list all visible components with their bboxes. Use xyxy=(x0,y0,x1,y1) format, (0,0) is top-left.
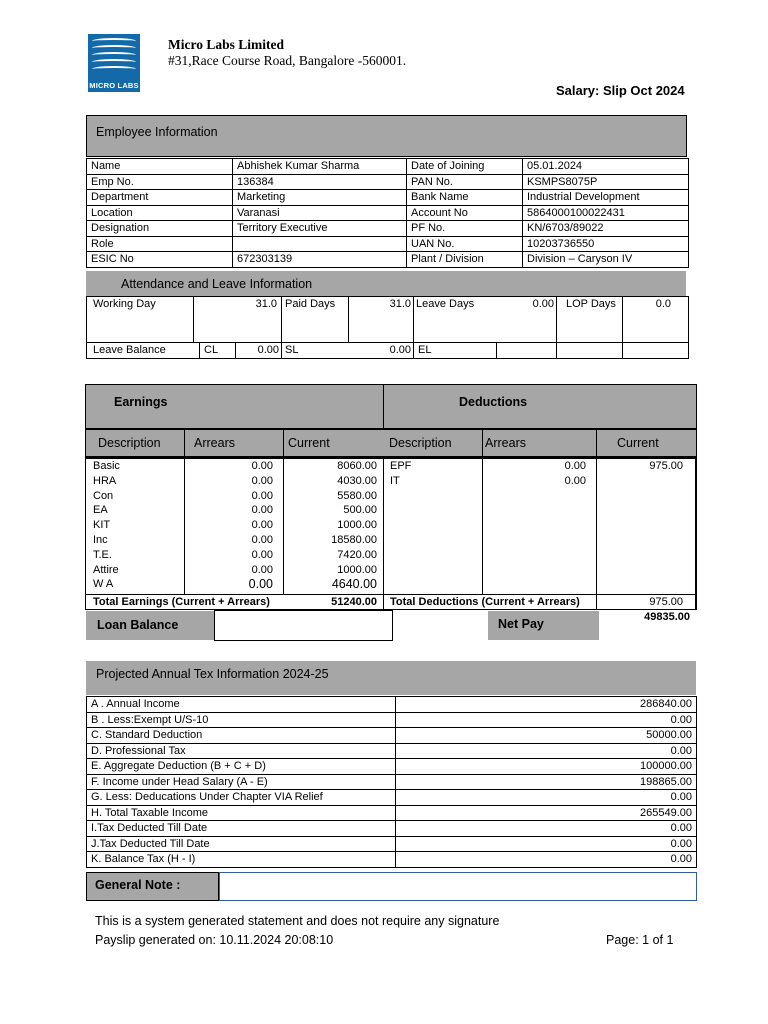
employee-info-title: Employee Information xyxy=(96,125,218,139)
tax-info-header xyxy=(86,661,696,695)
system-statement: This is a system generated statement and does not require any signature xyxy=(95,914,500,928)
lop-days-label: LOP Days xyxy=(566,298,616,310)
earnings-col-desc: Description xyxy=(98,436,161,450)
net-pay-value: 49835.00 xyxy=(644,611,690,623)
general-note-label: General Note : xyxy=(95,878,181,892)
deductions-col-current: Current xyxy=(617,436,659,450)
employee-info-cell: Department xyxy=(87,190,233,206)
tax-info-row xyxy=(87,836,697,852)
tax-item-value: 286840.00 xyxy=(396,697,697,713)
leave-days-value: 0.00 xyxy=(532,298,554,310)
tax-item-label: C. Standard Deduction xyxy=(87,728,396,744)
working-day-label: Working Day xyxy=(93,298,156,310)
employee-info-cell: Territory Executive xyxy=(233,221,407,237)
company-name: Micro Labs Limited xyxy=(168,37,284,52)
deduction-arrears: 0.00 xyxy=(564,460,586,472)
total-deductions-value: 975.00 xyxy=(649,596,683,608)
tax-info-row xyxy=(87,790,697,806)
earning-arrears: 0.00 xyxy=(251,460,273,472)
employee-info-row xyxy=(87,205,689,221)
el-label: EL xyxy=(418,344,432,356)
paid-days-value: 31.0 xyxy=(389,298,411,310)
employee-info-cell xyxy=(233,236,407,252)
tax-item-value: 0.00 xyxy=(396,821,697,837)
generated-on: Payslip generated on: 10.11.2024 20:08:10 xyxy=(95,933,334,947)
sl-value: 0.00 xyxy=(389,344,411,356)
tax-info-title: Projected Annual Tex Information 2024-25 xyxy=(96,667,329,681)
employee-info-cell: Division – Caryson IV xyxy=(523,252,689,268)
employee-info-cell: Industrial Development xyxy=(523,190,689,206)
tax-item-value: 50000.00 xyxy=(396,728,697,744)
employee-info-cell: UAN No. xyxy=(407,236,523,252)
earning-desc: W A xyxy=(93,578,114,591)
net-pay-label: Net Pay xyxy=(498,617,544,631)
attendance-title: Attendance and Leave Information xyxy=(121,277,313,291)
deductions-col-arrears: Arrears xyxy=(485,436,526,450)
employee-info-cell: Bank Name xyxy=(407,190,523,206)
employee-info-cell: ESIC No xyxy=(87,252,233,268)
deduction-desc: EPF xyxy=(390,460,412,472)
total-earnings-label: Total Earnings (Current + Arrears) xyxy=(93,596,270,608)
employee-info-cell: 136384 xyxy=(233,174,407,190)
tax-item-value: 0.00 xyxy=(396,790,697,806)
earning-current: 4030.00 xyxy=(337,474,377,487)
deduction-current: 975.00 xyxy=(649,460,683,472)
tax-item-value: 198865.00 xyxy=(396,774,697,790)
tax-item-label: B . Less:Exempt U/S-10 xyxy=(87,712,396,728)
deduction-arrears: 0.00 xyxy=(564,474,586,487)
tax-item-value: 0.00 xyxy=(396,836,697,852)
employee-info-cell: Abhishek Kumar Sharma xyxy=(233,159,407,175)
earning-current: 7420.00 xyxy=(337,548,377,561)
earning-current: 5580.00 xyxy=(337,489,377,502)
sl-label: SL xyxy=(285,344,299,356)
earning-arrears: 0.00 xyxy=(251,563,273,576)
employee-info-header xyxy=(86,115,687,157)
employee-info-cell: KSMPS8075P xyxy=(523,174,689,190)
earning-arrears: 0.00 xyxy=(251,504,273,517)
earning-arrears: 0.00 xyxy=(251,534,273,546)
employee-info-cell: KN/6703/89022 xyxy=(523,221,689,237)
general-note-value xyxy=(219,872,697,901)
tax-item-value: 265549.00 xyxy=(396,805,697,821)
tax-info-row xyxy=(87,728,697,744)
company-address: #31,Race Course Road, Bangalore -560001. xyxy=(168,53,407,68)
earning-arrears: 0.00 xyxy=(251,474,273,487)
earning-desc: Basic xyxy=(93,460,120,472)
deductions-title: Deductions xyxy=(459,395,528,409)
earning-desc: EA xyxy=(93,504,108,517)
employee-info-cell: Marketing xyxy=(233,190,407,206)
loan-balance-value xyxy=(214,610,393,641)
employee-info-cell: Location xyxy=(87,205,233,221)
leave-balance-label: Leave Balance xyxy=(93,344,166,356)
tax-info-row xyxy=(87,743,697,759)
employee-info-row xyxy=(87,174,689,190)
employee-info-cell: Role xyxy=(87,236,233,252)
employee-info-cell: 05.01.2024 xyxy=(523,159,689,175)
working-day-value: 31.0 xyxy=(255,298,277,310)
employee-info-row xyxy=(87,190,689,206)
tax-item-value: 0.00 xyxy=(396,743,697,759)
employee-info-row xyxy=(87,221,689,237)
logo-text: MICRO LABS xyxy=(89,81,139,90)
tax-item-label: K. Balance Tax (H - I) xyxy=(87,852,396,868)
paid-days-label: Paid Days xyxy=(285,298,336,310)
total-deductions-label: Total Deductions (Current + Arrears) xyxy=(390,596,580,608)
earning-desc: Attire xyxy=(93,563,119,576)
tax-item-label: D. Professional Tax xyxy=(87,743,396,759)
employee-info-row xyxy=(87,236,689,252)
employee-info-cell: Plant / Division xyxy=(407,252,523,268)
lop-days-value: 0.0 xyxy=(655,298,671,310)
tax-item-value: 0.00 xyxy=(396,712,697,728)
attendance-header xyxy=(86,271,686,296)
earning-arrears: 0.00 xyxy=(251,489,273,502)
cl-value: 0.00 xyxy=(257,344,279,356)
total-earnings-value: 51240.00 xyxy=(331,596,377,608)
earning-arrears: 0.00 xyxy=(251,519,273,532)
tax-item-label: A . Annual Income xyxy=(87,697,396,713)
earning-desc: HRA xyxy=(93,474,117,487)
earning-desc: Con xyxy=(93,489,114,502)
tax-item-label: F. Income under Head Salary (A - E) xyxy=(87,774,396,790)
tax-item-label: G. Less: Deducations Under Chapter VIA Relief xyxy=(87,790,396,806)
tax-info-row xyxy=(87,805,697,821)
earnings-col-current: Current xyxy=(288,436,330,450)
employee-info-cell: Name xyxy=(87,159,233,175)
tax-info-row xyxy=(87,821,697,837)
tax-item-label: E. Aggregate Deduction (B + C + D) xyxy=(87,759,396,775)
tax-item-label: J.Tax Deducted Till Date xyxy=(87,836,396,852)
cl-label: CL xyxy=(204,344,219,356)
tax-info-row xyxy=(87,852,697,868)
earning-current: 4640.00 xyxy=(331,577,377,592)
earnings-title: Earnings xyxy=(114,395,168,409)
earning-current: 1000.00 xyxy=(337,519,377,532)
employee-info-cell: PAN No. xyxy=(407,174,523,190)
employee-info-cell: Date of Joining xyxy=(407,159,523,175)
employee-info-table xyxy=(86,158,689,268)
employee-info-row xyxy=(87,252,689,268)
slip-title: Salary: Slip Oct 2024 xyxy=(556,83,685,98)
employee-info-row xyxy=(87,159,689,175)
earning-arrears: 0.00 xyxy=(251,548,273,561)
employee-info-cell: Varanasi xyxy=(233,205,407,221)
tax-info-table xyxy=(86,696,697,868)
tax-info-row xyxy=(87,697,697,713)
employee-info-cell: Emp No. xyxy=(87,174,233,190)
deductions-col-desc: Description xyxy=(389,436,452,450)
employee-info-cell: PF No. xyxy=(407,221,523,237)
tax-info-row xyxy=(87,712,697,728)
tax-item-value: 100000.00 xyxy=(396,759,697,775)
employee-info-cell: 672303139 xyxy=(233,252,407,268)
earning-desc: KIT xyxy=(93,519,111,532)
tax-info-row xyxy=(87,759,697,775)
employee-info-cell: Designation xyxy=(87,221,233,237)
loan-balance-label: Loan Balance xyxy=(97,618,179,632)
tax-item-label: I.Tax Deducted Till Date xyxy=(87,821,396,837)
employee-info-cell: 10203736550 xyxy=(523,236,689,252)
tax-item-value: 0.00 xyxy=(396,852,697,868)
earning-desc: Inc xyxy=(93,534,108,546)
earning-desc: T.E. xyxy=(93,548,112,561)
employee-info-cell: 5864000100022431 xyxy=(523,205,689,221)
tax-item-label: H. Total Taxable Income xyxy=(87,805,396,821)
earning-arrears: 0.00 xyxy=(248,577,273,592)
tax-info-row xyxy=(87,774,697,790)
company-logo xyxy=(88,34,140,92)
earning-current: 500.00 xyxy=(343,504,377,517)
leave-days-label: Leave Days xyxy=(416,298,475,310)
page-number: Page: 1 of 1 xyxy=(606,933,674,947)
earning-current: 8060.00 xyxy=(337,460,377,472)
earnings-col-arrears: Arrears xyxy=(194,436,235,450)
earning-current: 18580.00 xyxy=(331,534,377,546)
earning-current: 1000.00 xyxy=(337,563,377,576)
deduction-desc: IT xyxy=(390,474,400,487)
employee-info-cell: Account No xyxy=(407,205,523,221)
